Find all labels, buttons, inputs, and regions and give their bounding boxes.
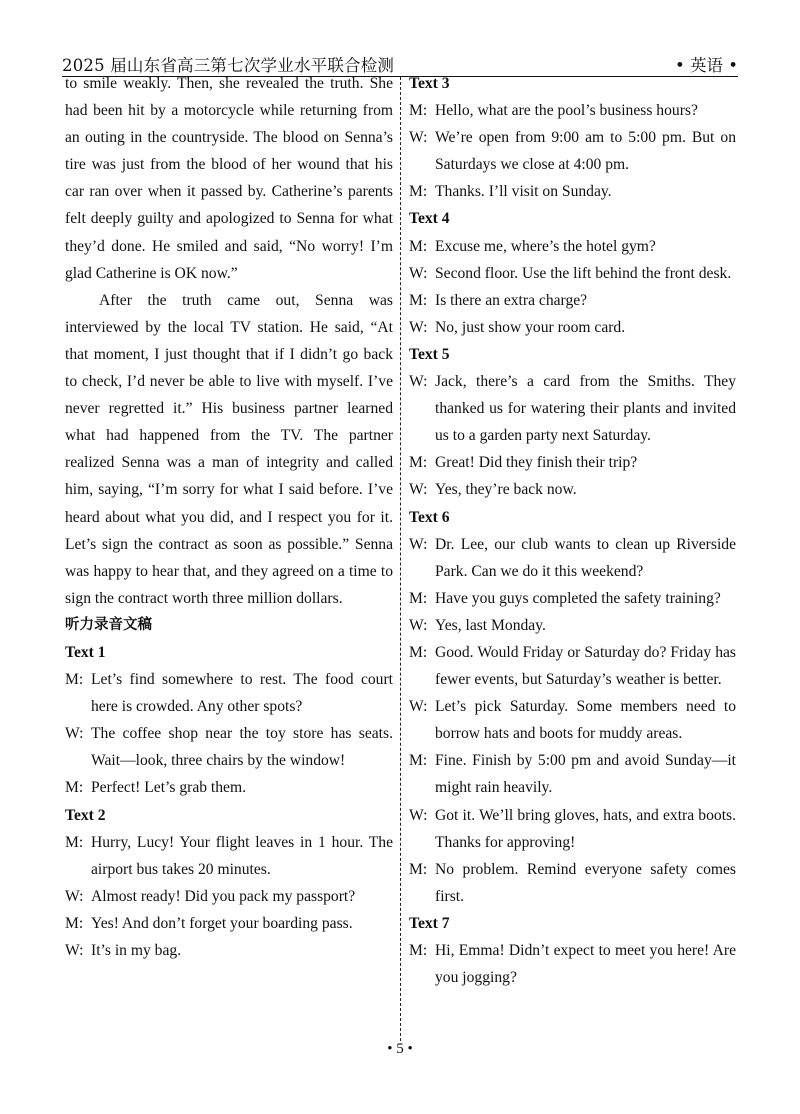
transcript-text-section bbox=[409, 341, 736, 504]
transcript-text-section bbox=[65, 639, 393, 802]
dialogue-line bbox=[65, 937, 393, 964]
text-label: Text 4 bbox=[409, 210, 450, 228]
dialogue-line bbox=[409, 612, 736, 639]
transcript-text-section bbox=[409, 205, 736, 340]
dialogue-line bbox=[65, 666, 393, 720]
text-label: Text 2 bbox=[65, 806, 106, 824]
transcript-text-section bbox=[409, 910, 736, 991]
exam-title: 2025 届山东省高三第七次学业水平联合检测 bbox=[62, 56, 395, 75]
dialogue-line bbox=[409, 124, 736, 178]
speaker-label: W: bbox=[409, 129, 428, 147]
dialogue-line bbox=[409, 937, 736, 991]
dialogue-text: Almost ready! Did you pack my passport? bbox=[91, 887, 356, 905]
transcript-heading: 听力录音文稿 bbox=[65, 616, 152, 633]
dialogue-line bbox=[409, 802, 736, 856]
dialogue-text: Yes! And don’t forget your boarding pass. bbox=[91, 914, 353, 932]
transcript-text-section bbox=[65, 802, 393, 965]
dialogue-line bbox=[409, 178, 736, 205]
dialogue-line bbox=[409, 233, 736, 260]
speaker-label: W: bbox=[409, 535, 428, 553]
text-label: Text 6 bbox=[409, 508, 450, 526]
dialogue-line bbox=[65, 883, 393, 910]
dialogue-text: Good. Would Friday or Saturday do? Friday has fewer events, but Saturday’s weather is better. bbox=[435, 643, 736, 689]
dialogue-line bbox=[65, 720, 393, 774]
dialogue-text: Hurry, Lucy! Your flight leaves in 1 hour. The airport bus takes 20 minutes. bbox=[91, 833, 393, 878]
speaker-label: W: bbox=[409, 698, 428, 716]
speaker-label: M: bbox=[65, 779, 84, 797]
dialogue-line bbox=[409, 260, 736, 287]
text-label: Text 1 bbox=[65, 643, 106, 661]
dialogue-line bbox=[409, 747, 736, 801]
speaker-label: W: bbox=[409, 373, 428, 391]
speaker-label: M: bbox=[65, 833, 84, 851]
dialogue-line bbox=[409, 585, 736, 612]
dialogue-text: Fine. Finish by 5:00 pm and avoid Sunday—it might rain heavily. bbox=[435, 752, 736, 797]
dialogue-text: Let’s find somewhere to rest. The food court here is crowded. Any other spots? bbox=[91, 671, 393, 716]
dialogue-text: Great! Did they finish their trip? bbox=[435, 454, 638, 472]
column-divider bbox=[400, 77, 401, 1041]
speaker-label: M: bbox=[65, 914, 84, 932]
dialogue-line bbox=[409, 476, 736, 503]
speaker-label: M: bbox=[409, 237, 428, 255]
dialogue-text: The coffee shop near the toy store has seats. Wait—look, three chairs by the window! bbox=[91, 725, 393, 770]
dialogue-text: Second floor. Use the lift behind the front desk. bbox=[435, 264, 732, 282]
dialogue-line bbox=[65, 829, 393, 883]
speaker-label: M: bbox=[409, 291, 428, 309]
dialogue-line bbox=[409, 531, 736, 585]
story-paragraph: After the truth came out, Senna was interviewed by the local TV station. He said, “At that moment, I just thought that if I didn’t go back to check, I’d never be able to live with myself. I’ve never regretted it.” His business partner learned what had happened from the TV. The partner realized Senna was a man of integrity and called him, saying, “I’m sorry for what I said before. I’ve heard about what you did, and I respect you for it. Let’s sign the contract as soon as possible.” Senna was happy to hear that, and they agreed on a time to sign the contract worth three million dollars. bbox=[65, 291, 393, 607]
dialogue-text: Excuse me, where’s the hotel gym? bbox=[435, 237, 656, 255]
dialogue-text: Have you guys completed the safety training? bbox=[435, 589, 721, 607]
right-column bbox=[409, 70, 736, 991]
speaker-label: W: bbox=[65, 942, 84, 959]
speaker-label: M: bbox=[409, 752, 428, 770]
dialogue-line bbox=[409, 97, 736, 124]
text-label: Text 3 bbox=[409, 75, 450, 92]
text-label: Text 7 bbox=[409, 914, 450, 932]
transcript-text-section bbox=[409, 70, 736, 205]
story-paragraph: to smile weakly. Then, she revealed the truth. She had been hit by a motorcycle while returning from an outing in the countryside. The blood on Senna’s tire was just from the blood of her wound that his car ran over when it passed by. Catherine’s parents felt deeply guilty and apologized to Senna for what they’d done. He smiled and said, “No worry! I’m glad Catherine is OK now.” bbox=[65, 75, 393, 282]
speaker-label: W: bbox=[409, 481, 428, 499]
speaker-label: W: bbox=[409, 616, 428, 634]
speaker-label: W: bbox=[65, 887, 84, 905]
transcript-text-section bbox=[409, 504, 736, 910]
dialogue-line bbox=[409, 314, 736, 341]
speaker-label: M: bbox=[409, 454, 428, 472]
left-transcript-texts bbox=[65, 639, 393, 964]
page-number: • 5 • bbox=[387, 1041, 413, 1057]
speaker-label: M: bbox=[409, 643, 428, 661]
dialogue-line bbox=[409, 856, 736, 910]
dialogue-text: Dr. Lee, our club wants to clean up Riverside Park. Can we do it this weekend? bbox=[435, 535, 736, 580]
dialogue-text: Let’s pick Saturday. Some members need to borrow hats and boots for muddy areas. bbox=[435, 698, 736, 743]
dialogue-text: Yes, last Monday. bbox=[435, 616, 546, 634]
text-label: Text 5 bbox=[409, 345, 450, 363]
speaker-label: W: bbox=[409, 318, 428, 336]
dialogue-text: Hi, Emma! Didn’t expect to meet you here! Are you jogging? bbox=[435, 942, 736, 987]
dialogue-text: We’re open from 9:00 am to 5:00 pm. But on Saturdays we close at 4:00 pm. bbox=[435, 129, 736, 174]
dialogue-line bbox=[65, 774, 393, 801]
dialogue-text: It’s in my bag. bbox=[91, 942, 182, 959]
speaker-label: M: bbox=[409, 860, 428, 878]
dialogue-line bbox=[409, 639, 736, 693]
speaker-label: M: bbox=[65, 671, 84, 689]
dialogue-line bbox=[65, 910, 393, 937]
speaker-label: W: bbox=[409, 806, 428, 824]
dialogue-line bbox=[409, 368, 736, 449]
dialogue-text: Jack, there’s a card from the Smiths. They thanked us for watering their plants and invited us to a garden party next Saturday. bbox=[435, 373, 736, 445]
dialogue-text: No, just show your room card. bbox=[435, 318, 626, 336]
speaker-label: M: bbox=[409, 942, 428, 959]
speaker-label: M: bbox=[409, 102, 428, 120]
speaker-label: M: bbox=[409, 589, 428, 607]
dialogue-text: Perfect! Let’s grab them. bbox=[91, 779, 247, 797]
dialogue-text: Got it. We’ll bring gloves, hats, and extra boots. Thanks for approving! bbox=[435, 806, 736, 851]
dialogue-text: No problem. Remind everyone safety comes first. bbox=[435, 860, 736, 905]
speaker-label: M: bbox=[409, 183, 428, 201]
right-transcript-texts bbox=[409, 70, 736, 991]
subject-label: • 英语 • bbox=[675, 56, 738, 75]
dialogue-text: Yes, they’re back now. bbox=[435, 481, 577, 499]
dialogue-line bbox=[409, 287, 736, 314]
dialogue-line bbox=[409, 449, 736, 476]
dialogue-text: Hello, what are the pool’s business hours? bbox=[435, 102, 698, 120]
dialogue-text: Thanks. I’ll visit on Sunday. bbox=[435, 183, 612, 201]
left-column bbox=[65, 70, 393, 964]
speaker-label: W: bbox=[65, 725, 84, 743]
dialogue-text: Is there an extra charge? bbox=[435, 291, 588, 309]
speaker-label: W: bbox=[409, 264, 428, 282]
dialogue-line bbox=[409, 693, 736, 747]
